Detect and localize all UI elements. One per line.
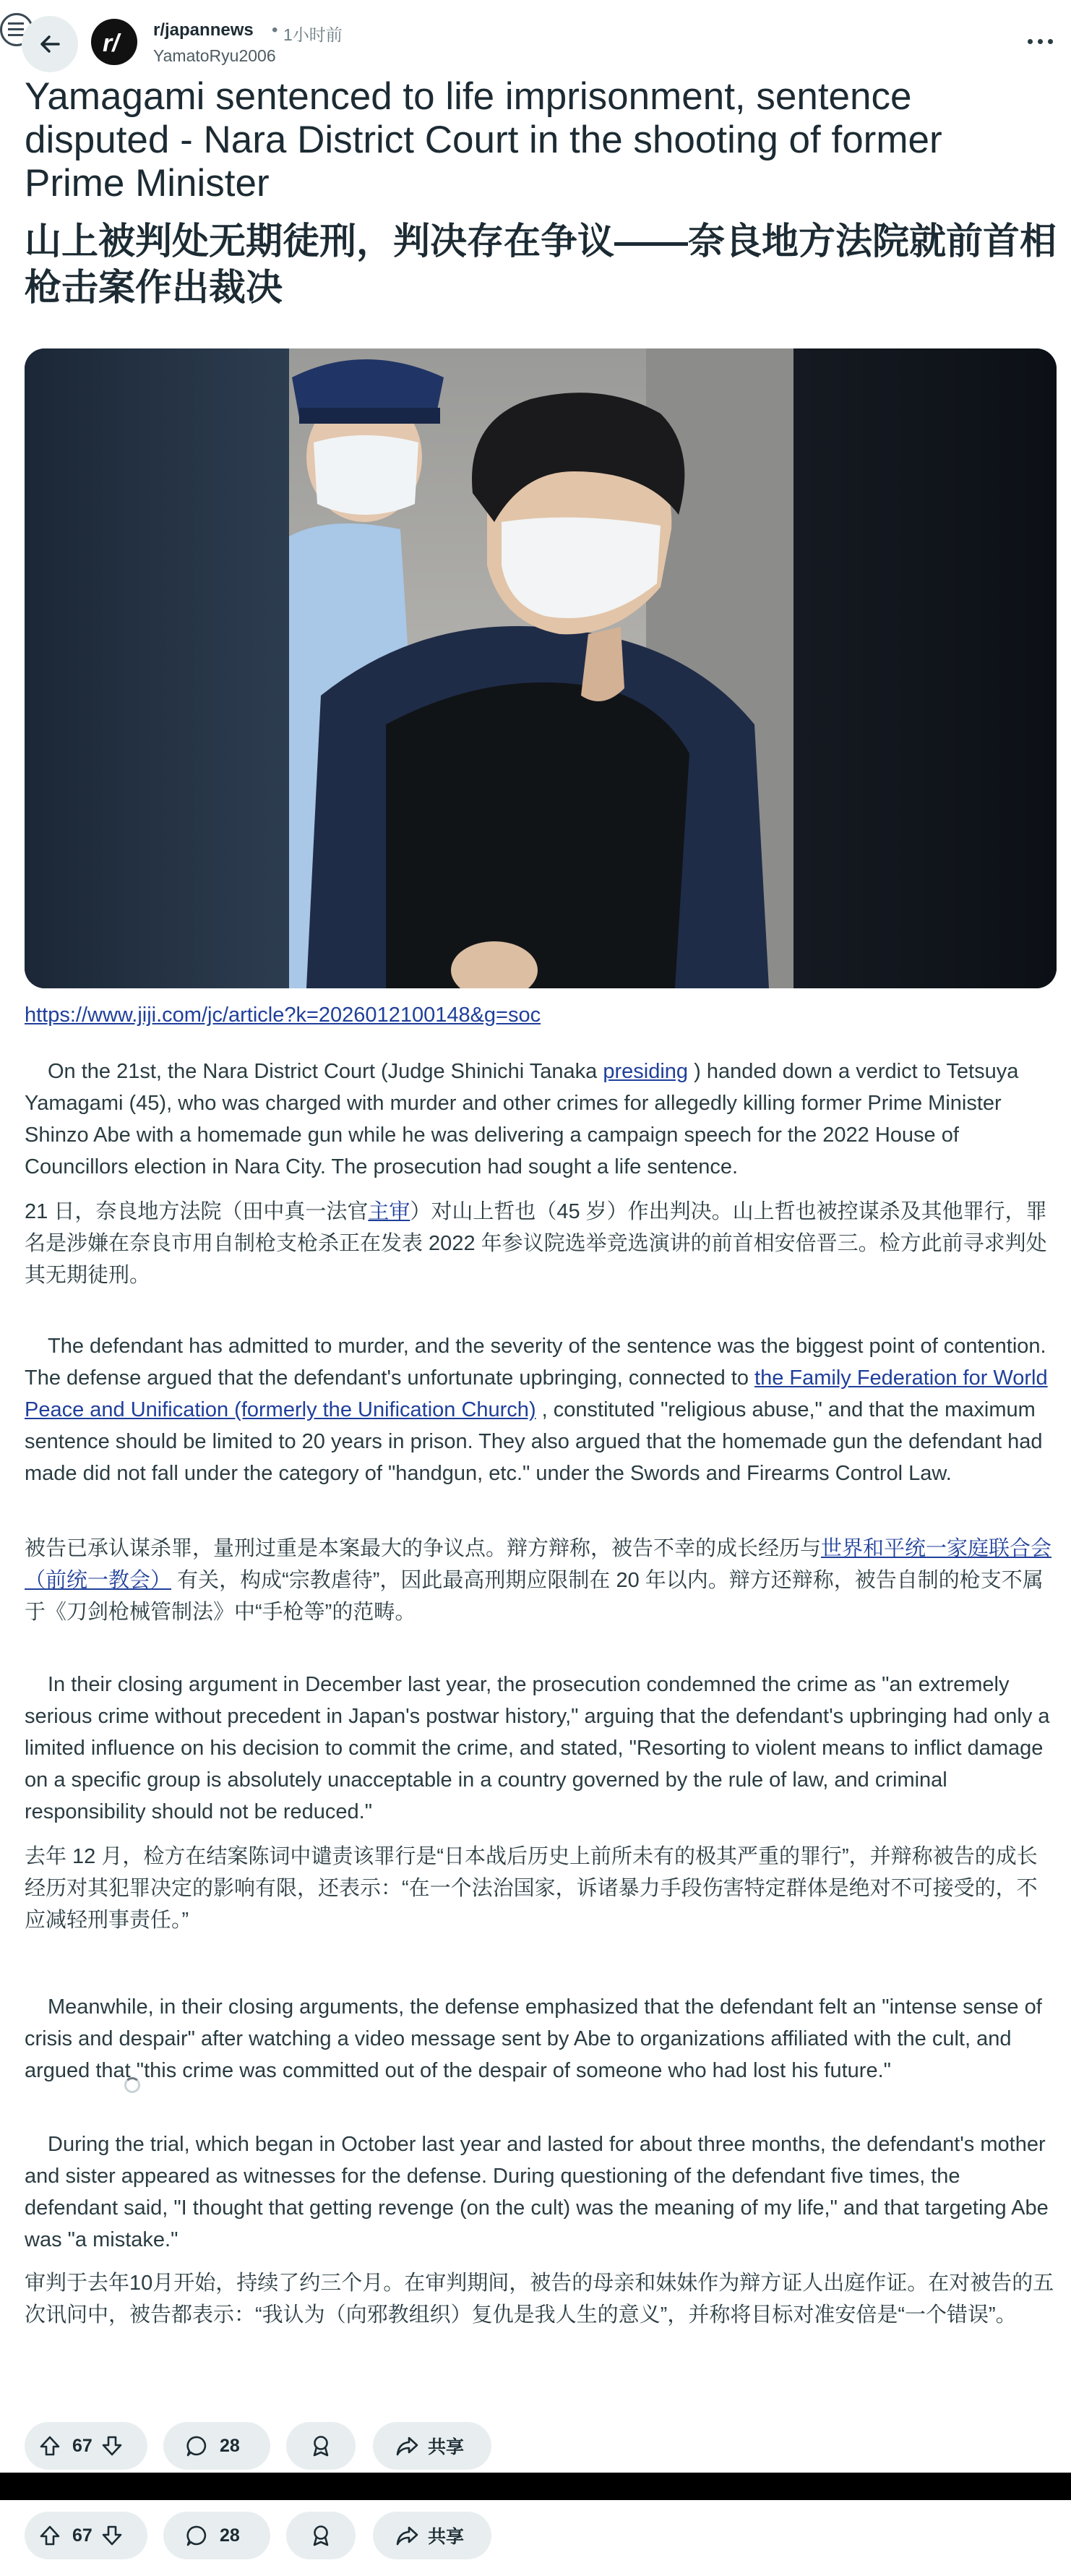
paragraph-3-zh: [25, 1841, 1058, 1936]
paragraph-3-en: [25, 1669, 1058, 1828]
svg-text:r/: r/: [103, 30, 119, 57]
text: ）对山上哲也（45 岁）作出判决。山上哲也被控谋杀及其他罪行，罪名是涉嫌在奈良市用自制枪支枪杀正在发表 2022 年参议院选举竞选演讲的前首相安倍晋三。检方此前寻求判处其无期徒刑。: [25, 1200, 1047, 1287]
paragraph-5-en: [25, 2128, 1058, 2256]
award-icon: [309, 2523, 333, 2548]
share-button-sticky[interactable]: [373, 2512, 491, 2559]
vote-pill: [25, 2422, 147, 2470]
award-button[interactable]: [286, 2422, 356, 2470]
upvote-icon[interactable]: [38, 2434, 62, 2458]
share-button[interactable]: [373, 2422, 491, 2470]
share-label: 共享: [428, 2527, 465, 2547]
paragraph-5-zh: [25, 2267, 1058, 2331]
post-title-chinese: 山上被判处无期徒刑，判决存在争议——奈良地方法院就前首相枪击案作出裁决: [25, 221, 1057, 308]
separator-dot: •: [272, 20, 278, 40]
comment-icon: [185, 2523, 210, 2548]
back-button[interactable]: [22, 16, 78, 72]
text: The defendant has admitted to murder, and the severity of the sentence was the biggest point of contention. The defense argued that the defendant's unfortunate upbringing, connected to: [25, 1335, 1046, 1390]
post-image[interactable]: [25, 348, 1057, 988]
family-federation-link[interactable]: the Family Federation for World Peace and Unification (formerly the Unification Church): [25, 1366, 1048, 1421]
paragraph-2-en: [25, 1330, 1058, 1489]
text: 去年 12 月，检方在结案陈词中谴责该罪行是“日本战后历史上前所未有的极其严重的罪行”，并辩称被告的成长经历对其犯罪决定的影响有限，还表示：“在一个法治国家，诉诸暴力手段伤害特定群体是绝对不可接受的，不应减轻刑事责任。”: [25, 1845, 1038, 1932]
more-options-icon[interactable]: [1025, 35, 1061, 49]
share-icon: [395, 2434, 419, 2458]
subreddit-avatar-icon[interactable]: [91, 19, 137, 65]
downvote-icon[interactable]: [100, 2523, 124, 2548]
vote-pill-sticky: [25, 2512, 147, 2559]
comment-count: 28: [220, 2435, 240, 2456]
text: In their closing argument in December last year, the prosecution condemned the crime as "an extremely serious crime without precedent in Japan's postwar history," arguing that the defendant's upbringing had only a limited influence on his decision to commit the crime, and stated, "Resorting to violent means to inflict damage on a specific group is absolutely unacceptable in a country governed by the rule of law, and criminal responsibility should not be reduced.": [25, 1673, 1050, 1823]
upvote-icon[interactable]: [38, 2523, 62, 2548]
text: 21 日，奈良地方法院（田中真一法官: [25, 1200, 369, 1223]
vote-count: 67: [72, 2435, 93, 2456]
comments-button-sticky[interactable]: [163, 2512, 270, 2559]
paragraph-1-en: [25, 1056, 1058, 1183]
share-label: 共享: [428, 2437, 465, 2457]
subreddit-name[interactable]: r/japannews: [153, 20, 254, 40]
downvote-icon[interactable]: [100, 2434, 124, 2458]
text: 被告已承认谋杀罪，量刑过重是本案最大的争议点。辩方辩称，被告不幸的成长经历与: [25, 1537, 822, 1560]
text: On the 21st, the Nara District Court (Judge Shinichi Tanaka: [48, 1060, 603, 1083]
comment-count: 28: [220, 2525, 240, 2546]
back-arrow-icon: [37, 31, 63, 57]
presiding-link[interactable]: presiding: [603, 1060, 689, 1083]
text: 有关，构成“宗教虐待”，因此最高刑期应限制在 20 年以内。辩方还辩称，被告自制的枪支不属于《刀剑枪械管制法》中“手枪等”的范畴。: [25, 1569, 1044, 1624]
award-icon: [309, 2434, 333, 2458]
post-title-english: Yamagami sentenced to life imprisonment, sentence disputed - Nara District Court in the shooting of former Prime Minister: [25, 75, 942, 205]
paragraph-4-en: [25, 1991, 1058, 2087]
text: ) handed down a verdict to Tetsuya Yamagami (45), who was charged with murder and other crimes for allegedly killing former Prime Minister Shinzo Abe with a homemade gun while he was delivering a campaign speech for the 2022 House of Councillors election in Nara City. The prosecution had sought a life sentence.: [25, 1060, 1019, 1178]
comment-icon: [185, 2434, 210, 2458]
post-author[interactable]: YamatoRyu2006: [153, 46, 276, 65]
text: Meanwhile, in their closing arguments, the defense emphasized that the defendant felt an "intense sense of crisis and despair" after watching a video message sent by Abe to organizations affiliated with the cult, and argued that "this crime was committed out of the despair of someone who had lost his future.": [25, 1995, 1042, 2082]
vote-count: 67: [72, 2525, 93, 2546]
sticky-bar-divider: [0, 2473, 1071, 2500]
text: During the trial, which began in October last year and lasted for about three months, the defendant's mother and sister appeared as witnesses for the defense. During questioning of the defendant five times, the defendant said, "I thought that getting revenge (on the cult) was the meaning of my life," and that targeting Abe was "a mistake.": [25, 2133, 1049, 2251]
family-federation-link-zh[interactable]: 世界和平统一家庭联合会（前统一教会）: [25, 1537, 1052, 1592]
comments-button[interactable]: [163, 2422, 270, 2470]
paragraph-1-zh: [25, 1196, 1058, 1291]
text: , constituted "religious abuse," and that the maximum sentence should be limited to 20 years in prison. They also argued that the homemade gun the defendant had made did not fall under the category of "handgun, etc." under the Swords and Firearms Control Law.: [25, 1398, 1043, 1485]
article-link[interactable]: https://www.jiji.com/jc/article?k=2026012100148&g=soc: [25, 1004, 541, 1027]
loading-spinner-icon: [124, 2077, 140, 2093]
post-time: 1小时前: [283, 25, 343, 44]
presiding-link-zh[interactable]: 主审: [368, 1200, 410, 1223]
award-button-sticky[interactable]: [286, 2512, 356, 2559]
share-icon: [395, 2523, 419, 2548]
text: 审判于去年10月开始，持续了约三个月。在审判期间，被告的母亲和妹妹作为辩方证人出庭作证。在对被告的五次讯问中，被告都表示：“我认为（向邪教组织）复仇是我人生的意义”，并称将目标对准安倍是“一个错误”。: [25, 2272, 1054, 2327]
paragraph-2-zh: [25, 1533, 1058, 1628]
